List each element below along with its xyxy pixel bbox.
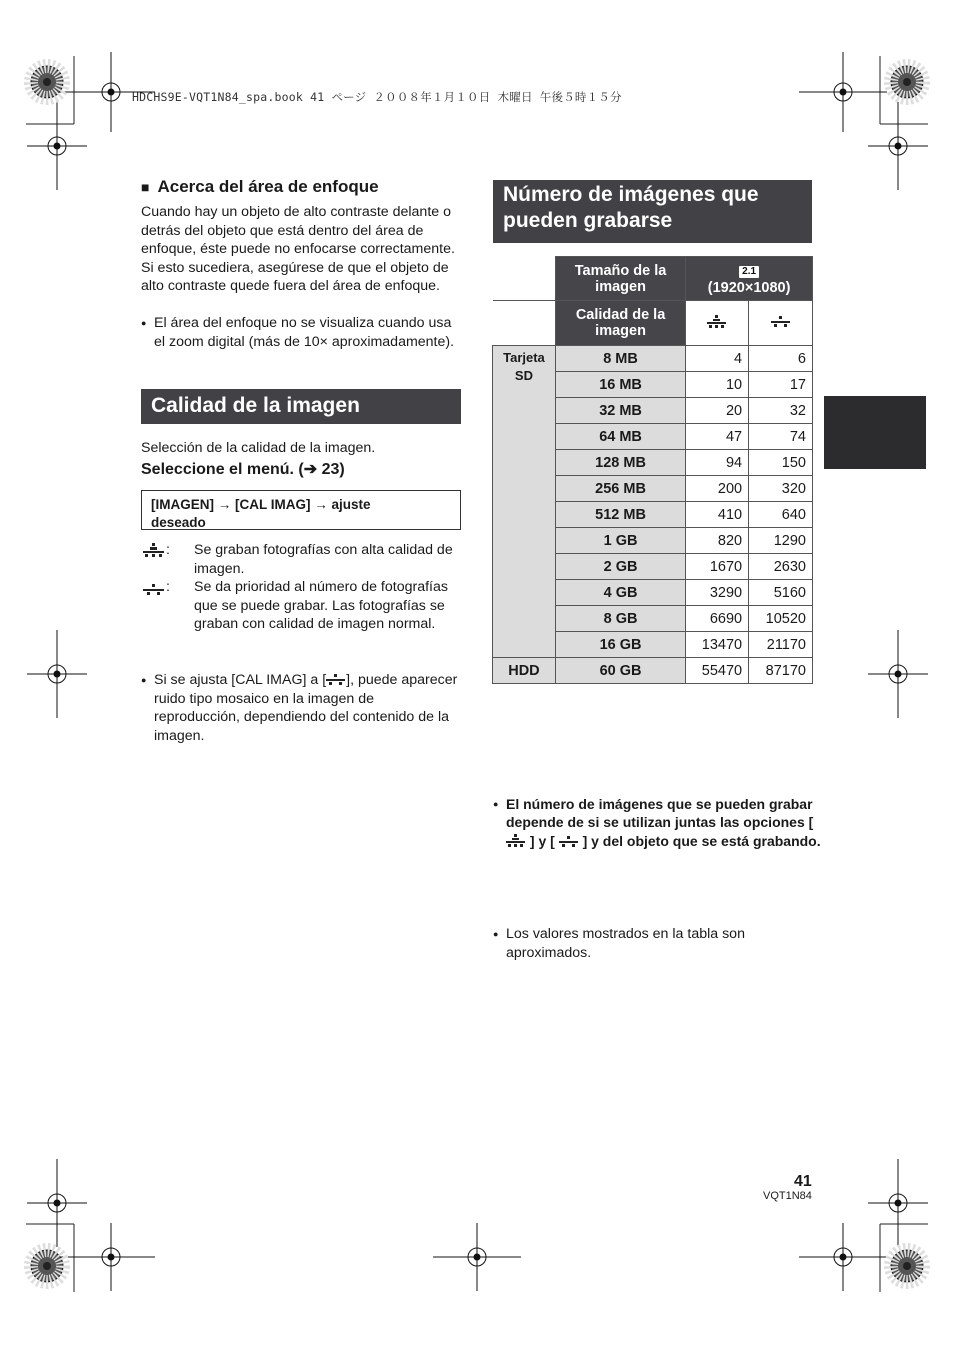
size-value-header: 2.1 (1920×1080) [686,257,813,301]
menu-path-line-1: [IMAGEN] → [CAL IMAG] → ajuste [151,497,371,512]
count-high-cell: 10 [686,372,749,398]
chapter-tab [824,396,926,469]
quality-normal-icon [143,583,165,595]
count-normal-cell: 17 [749,372,813,398]
count-high-cell: 3290 [686,580,749,606]
quality-section-title: Calidad de la imagen [141,389,461,424]
group-sd: Tarjeta SD [493,346,556,658]
count-high-cell: 20 [686,398,749,424]
capacity-cell: 16 MB [555,372,685,398]
capacity-cell: 8 MB [555,346,685,372]
doc-code: VQT1N84 [763,1190,812,1202]
quality-high-icon [506,834,526,847]
capacity-cell: 256 MB [555,476,685,502]
note-approx: ● Los valores mostrados en la tabla son aproximados. [493,925,806,962]
page-number: 41 [794,1173,812,1190]
count-high-cell: 94 [686,450,749,476]
select-menu-instruction: Seleccione el menú. (➔ 23) [141,461,345,478]
count-normal-cell: 320 [749,476,813,502]
heading-square-icon: ■ [141,179,150,195]
capacity-cell: 512 MB [555,502,685,528]
count-normal-cell: 10520 [749,606,813,632]
table-row [493,346,813,372]
quality-high-desc: Se graban fotografías con alta calidad de imagen. [194,542,453,577]
count-high-cell: 6690 [686,606,749,632]
quality-high-icon [707,315,727,328]
capacity-cell: 2 GB [555,554,685,580]
quality-normal-desc: Se da prioridad al número de fotografías que se puede grabar. Las fotografías se graban con calidad de imagen normal. [194,579,448,633]
capacity-cell: 8 GB [555,606,685,632]
count-normal-cell: 5160 [749,580,813,606]
noise-bullet: ● Si se ajusta [CAL IMAG] a [ ], puede aparecer ruido tipo mosaico en la imagen de reproducción, dependiendo del contenido de la imagen. [141,671,461,745]
quality-normal-icon [559,836,579,847]
quality-header: Calidad de la imagen [555,301,685,346]
focus-paragraph: Cuando hay un objeto de alto contraste delante o detrás del objeto que está dentro del área de enfoque, éste puede no enfocarse correctamente. Si esto sucediera, asegúrese de que el objeto de alto contraste quede fuera del área de enfoque. [141,204,455,295]
table-row [493,658,813,684]
count-high-cell: 13470 [686,632,749,658]
group-hdd: HDD [493,658,556,684]
capacity-cell: 60 GB [555,658,685,684]
count-normal-cell: 640 [749,502,813,528]
count-normal-cell: 1290 [749,528,813,554]
focus-bullet: ● El área del enfoque no se visualiza cuando usa el zoom digital (más de 10× aproximadamente). [141,314,461,351]
capacity-cell: 64 MB [555,424,685,450]
col-quality-high [686,301,749,346]
quality-normal-icon [326,674,346,685]
count-high-cell: 410 [686,502,749,528]
menu-path-line-2: deseado [151,515,206,530]
count-section-title: Número de imágenes que pueden grabarse [493,180,812,243]
quality-normal-icon [771,316,791,327]
capacity-cell: 16 GB [555,632,685,658]
col-quality-normal [749,301,813,346]
count-normal-cell: 6 [749,346,813,372]
size-header: Tamaño de la imagen [555,257,685,301]
count-normal-cell: 2630 [749,554,813,580]
count-high-cell: 200 [686,476,749,502]
count-high-cell: 47 [686,424,749,450]
quality-intro: Selección de la calidad de la imagen. [141,440,376,456]
count-high-cell: 4 [686,346,749,372]
size-badge-icon: 2.1 [739,266,759,278]
focus-heading: ■ Acerca del área de enfoque [141,177,379,196]
capacity-cell: 32 MB [555,398,685,424]
image-count-table [492,256,813,684]
note-depends: ● El número de imágenes que se pueden grabar depende de si se utilizan juntas las opciones [ ] y [ ] y del objeto que se está grabando. [493,795,824,851]
count-normal-cell: 32 [749,398,813,424]
count-normal-cell: 74 [749,424,813,450]
capacity-cell: 4 GB [555,580,685,606]
quality-high-icon [143,543,165,557]
menu-path-box [141,490,461,530]
count-normal-cell: 87170 [749,658,813,684]
count-normal-cell: 21170 [749,632,813,658]
capacity-cell: 1 GB [555,528,685,554]
count-high-cell: 55470 [686,658,749,684]
count-normal-cell: 150 [749,450,813,476]
count-high-cell: 820 [686,528,749,554]
capacity-cell: 128 MB [555,450,685,476]
count-high-cell: 1670 [686,554,749,580]
file-header: HDCHS9E-VQT1N84_spa.book 41 ページ ２００８年１月１０日 木曜日 午後５時１５分 [132,90,622,104]
